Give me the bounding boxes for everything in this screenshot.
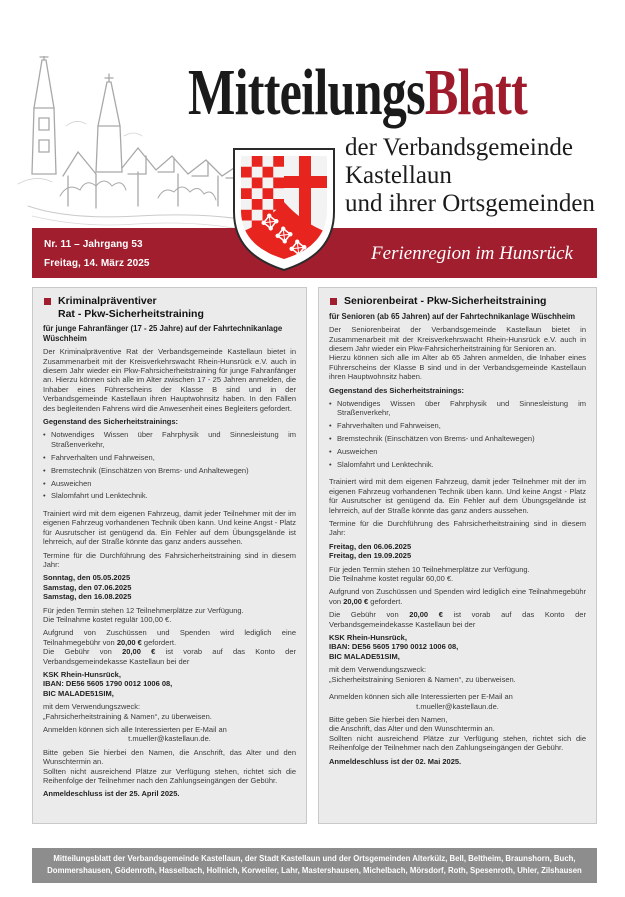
date-line: Freitag, den 19.09.2025 [329, 551, 412, 561]
region-tagline: Ferienregion im Hunsrück [371, 243, 573, 264]
masthead-title-black: Mitteilungs [188, 56, 425, 129]
municipalities-footer: Mitteilungsblatt der Verbandsgemeinde Kastellaun, der Stadt Kastellaun und der Ortsgemeinden Alterkülz, Bell, Beltheim, Braunshorn, Buch, Dommershausen, Gödenroth, Hasselbach, Hollnich, Korweiler, Lahr, Mastershausen, Michelbach, Mörsdorf, Roth, Spesenroth, Uhler, Zilshausen [32, 848, 597, 883]
shield-cross-horizontal [284, 176, 327, 188]
list-item: • Slalomfahrt und Lenktechnik. [329, 460, 586, 469]
list-item: • Bremstechnik (Einschätzen von Brems- und Anhaltewegen) [43, 466, 296, 475]
heading-marker-icon [44, 298, 51, 305]
list-item: • Notwendiges Wissen über Fahrphysik und Sinnesleistung im Straßenverkehr, [329, 399, 586, 418]
subject-heading: Gegenstand des Sicherheitstrainings: [43, 417, 179, 427]
signup-paragraph: Anmelden können sich alle Interessierten per E-Mail an t.mueller@kastellaun.de. [329, 692, 586, 711]
issue-number: Nr. 11 – Jahrgang 53 [44, 239, 143, 250]
deadline: Anmeldeschluss ist der 02. Mai 2025. [329, 756, 462, 766]
bank-details [329, 633, 586, 661]
issue-info [44, 235, 150, 273]
subject-heading: Gegenstand des Sicherheitstrainings: [329, 385, 465, 395]
details-paragraph: Bitte geben Sie hierbei den Namen, die Anschrift, das Alter und den Wunschtermin an. [43, 747, 296, 767]
deadline: Anmeldeschluss ist der 25. April 2025. [43, 789, 180, 799]
training-paragraph: Trainiert wird mit dem eigenen Fahrzeug, damit jeder Teilnehmer mit der im eigenen Fahrzeug vorhandenen Technik üben kann. Und keine Angst - Platz für Ausrutscher ist genügend da. Ein Fehler auf dem Übungsgelände ist lehrreich, auf der Straße könnte das ganz anders aussehen. [43, 508, 296, 547]
dates-intro: Termine für die Durchführung des Fahrsicherheitstraining sind in diesem Jahr: [43, 550, 296, 569]
payment-purpose: mit dem Verwendungszweck: „Fahrsicherheitstraining & Namen“, zu überweisen. [43, 702, 212, 721]
signup-email: t.mueller@kastellaun.de. [416, 701, 499, 711]
bank-iban: IBAN: DE56 5605 1790 0012 1006 08, [43, 679, 173, 689]
article-subheading: für Senioren (ab 65 Jahren) auf der Fahrtechnikanlage Wüschheim [329, 311, 576, 321]
subtitle-line-2: Kastellaun [345, 162, 452, 189]
bank-details [43, 670, 296, 698]
list-item: • Ausweichen [329, 447, 586, 456]
coat-of-arms [230, 146, 338, 274]
list-item: • Fahrverhalten und Fahrweisen, [43, 453, 296, 462]
masthead-title [188, 56, 527, 129]
capacity-paragraph [43, 606, 296, 625]
subtitle-line-3: und ihrer Ortsgemeinden [345, 190, 595, 217]
signup-email: t.mueller@kastellaun.de. [128, 734, 211, 744]
fee-paragraph-1: Aufgrund von Zuschüssen und Spenden wird lediglich eine Teilnahmegebühr von 20,00 € gefordert. [329, 587, 586, 606]
article-heading [329, 295, 586, 308]
heading-line-2: Rat - Pkw-Sicherheitstraining [58, 307, 204, 320]
heading-marker-icon [330, 298, 337, 305]
article-kriminalpraeventiver-rat [32, 287, 307, 824]
date-line: Samstag, den 07.06.2025 [43, 582, 132, 592]
fee-paragraph-1: Aufgrund von Zuschüssen und Spenden wird lediglich eine Teilnahmegebühr von 20,00 € gefordert. [43, 628, 296, 647]
masthead-subtitle [345, 134, 595, 218]
list-item: • Notwendiges Wissen über Fahrphysik und Sinnesleistung im Straßenverkehr, [43, 430, 296, 449]
bank-bic: BIC MALADE51SIM, [329, 651, 400, 661]
list-item: • Slalomfahrt und Lenktechnik. [43, 491, 296, 500]
article-subheading: für junge Fahranfänger (17 - 25 Jahre) auf der Fahrtechnikanlage Wüschheim [43, 324, 283, 343]
details-paragraph: Bitte geben Sie hierbei den Namen, die Anschrift, das Alter und den Wunschtermin an. [329, 714, 495, 734]
fee-amount: 20,00 € [116, 637, 142, 647]
waitlist-paragraph: Sollten nicht ausreichend Plätze zur Verfügung stehen, richtet sich die Reihenfolge der Teilnehmer nach den Zahlungseingängen der Gebühr. [43, 766, 296, 786]
date-line: Sonntag, den 05.05.2025 [43, 573, 131, 583]
capacity-line: Für jeden Termin stehen 10 Teilnehmerplätze zur Verfügung. [329, 564, 530, 574]
payment-purpose: mit dem Verwendungszweck: „Sicherheitstraining Senioren & Namen“, zu überweisen. [329, 665, 516, 684]
bank-iban: IBAN: DE56 5605 1790 0012 1006 08, [329, 642, 459, 652]
training-subject-list [329, 399, 586, 469]
intro-paragraph: Der Kriminalpräventive Rat der Verbandsgemeinde Kastellaun bietet in Zusammenarbeit mit der Kreisverkehrswacht Rhein-Hunsrück e.V. auch in diesem Jahr wieder ein Pkw-Fahrsicherheitstraining für junge Fahranfänger an. Hierzu können sich alle im Alter zwischen 17 - 25 Jahren anmelden, die Inhaber eines Führerscheins der Klasse B sind und in der Verbandsgemeinde Kastellaun ihren Hauptwohnsitz haben. In den Fällen des begleitenden Fahrens wird die Anwesenheit eines Begleiters gefordert. [43, 347, 296, 413]
capacity-paragraph [329, 565, 586, 584]
capacity-line: Für jeden Termin stehen 12 Teilnehmerplätze zur Verfügung. [43, 605, 244, 615]
date-line: Freitag, den 06.06.2025 [329, 541, 412, 551]
date-list [43, 573, 296, 601]
fee-amount: 20,00 € [122, 647, 156, 657]
training-paragraph: Trainiert wird mit dem eigenen Fahrzeug, damit jeder Teilnehmer mit der im eigenen Fahrzeug vorhandenen Technik üben kann. Und keine Angst - Platz für Ausrutscher ist genügend da. Ein Fehler auf dem Übungsgelände ist lehrreich, auf der Straße könnte das ganz anders aussehen. [329, 477, 586, 515]
price-line: Die Teilnahme kostet regulär 100,00 €. [43, 614, 172, 624]
dates-intro: Termine für die Durchführung des Fahrsicherheitstraining sind in diesem Jahr: [329, 519, 586, 538]
intro-paragraph-1: Der Seniorenbeirat der Verbandsgemeinde Kastellaun bietet in Zusammenarbeit mit der Kreisverkehrswacht Rhein-Hunsrück e.V. auch in diesem Jahr wieder ein Pkw-Fahrsicherheitstraining für Senioren an. [329, 325, 586, 353]
waitlist-paragraph: Sollten nicht ausreichend Plätze zur Verfügung stehen, richtet sich die Reihenfolge der Teilnehmer nach den Zahlungseingängen der Gebühr. [329, 733, 586, 753]
price-line: Die Teilnahme kostet regulär 60,00 €. [329, 574, 454, 584]
masthead-title-red: Blatt [424, 56, 527, 129]
fee-amount: 20,00 € [343, 596, 369, 606]
heading-line-1: Seniorenbeirat - Pkw-Sicherheitstraining [344, 295, 547, 307]
list-item: • Bremstechnik (Einschätzen von Brems- und Anhaltewegen) [329, 434, 586, 443]
training-subject-list [43, 430, 296, 500]
bank-name: KSK Rhein-Hunsrück, [329, 633, 407, 643]
fee-amount: 20,00 € [409, 610, 443, 620]
article-heading [43, 295, 296, 320]
issue-date: Freitag, 14. März 2025 [44, 258, 150, 269]
bank-name: KSK Rhein-Hunsrück, [43, 669, 121, 679]
fee-paragraph-2: Die Gebühr von 20,00 € ist vorab auf das Konto der Verbandsgemeindekasse Kastellaun bei der [43, 647, 296, 666]
list-item: • Ausweichen [43, 479, 296, 488]
date-list [329, 542, 586, 561]
heading-line-1: Kriminalpräventiver [58, 295, 157, 307]
article-seniorenbeirat [318, 287, 597, 824]
list-item: • Fahrverhalten und Fahrweisen, [329, 421, 586, 430]
bank-bic: BIC MALADE51SIM, [43, 688, 114, 698]
date-line: Samstag, den 16.08.2025 [43, 592, 132, 602]
fee-paragraph-2: Die Gebühr von 20,00 € ist vorab auf das Konto der Verbandsgemeindekasse Kastellaun bei der [329, 610, 586, 629]
subtitle-line-1: der Verbandsgemeinde [345, 134, 573, 161]
signup-paragraph: Anmelden können sich alle Interessierten per E-Mail an t.mueller@kastellaun.de. [43, 725, 296, 744]
intro-paragraph-2: Hierzu können sich alle im Alter ab 65 Jahren anmelden, die Inhaber eines Führerscheins der Klasse B sind und in der Verbandsgemeinde Kastellaun ihren Hauptwohnsitz haben. [329, 353, 586, 382]
